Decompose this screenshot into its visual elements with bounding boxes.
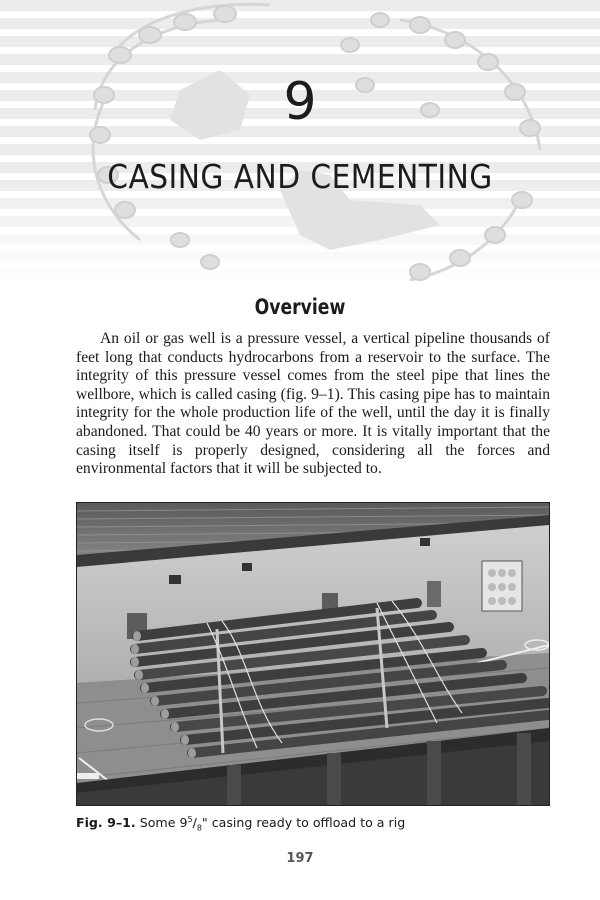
drill-bit-watermark-icon	[0, 0, 600, 285]
caption-suffix: " casing ready to offload to a rig	[201, 815, 406, 831]
supply-vessel-photo-icon	[77, 503, 549, 805]
chapter-banner	[0, 0, 600, 285]
chapter-number: 9	[283, 72, 317, 132]
page-number: 197	[286, 851, 314, 866]
figure-label: Fig. 9–1.	[76, 815, 136, 831]
caption-prefix: Some 9	[139, 815, 188, 831]
caption-fraction-numerator: 5	[187, 815, 193, 824]
figure-photo	[76, 502, 550, 806]
section-heading: Overview	[254, 295, 346, 319]
body-paragraph: An oil or gas well is a pressure vessel, a vertical pipeline thousands of feet long that conducts hydrocarbons from a reservoir to the surface. The integrity of this pressure vessel comes from the steel pipe that lines the wellbore, which is called casing (fig. 9–1). This casing pipe has to maintain integrity for the whole production life of the well, until the day it is finally abandoned. That could be 40 years or more. It is vitally important that the casing itself is properly designed, considering all the forces and environmental factors that it will be subjected to.	[76, 330, 550, 478]
figure-caption: Fig. 9–1. Some $9^5/_8$" casing ready to offload to a rig	[76, 815, 406, 833]
caption-fraction-denominator: 8	[196, 823, 202, 833]
chapter-title: CASING AND CEMENTING	[107, 157, 493, 196]
